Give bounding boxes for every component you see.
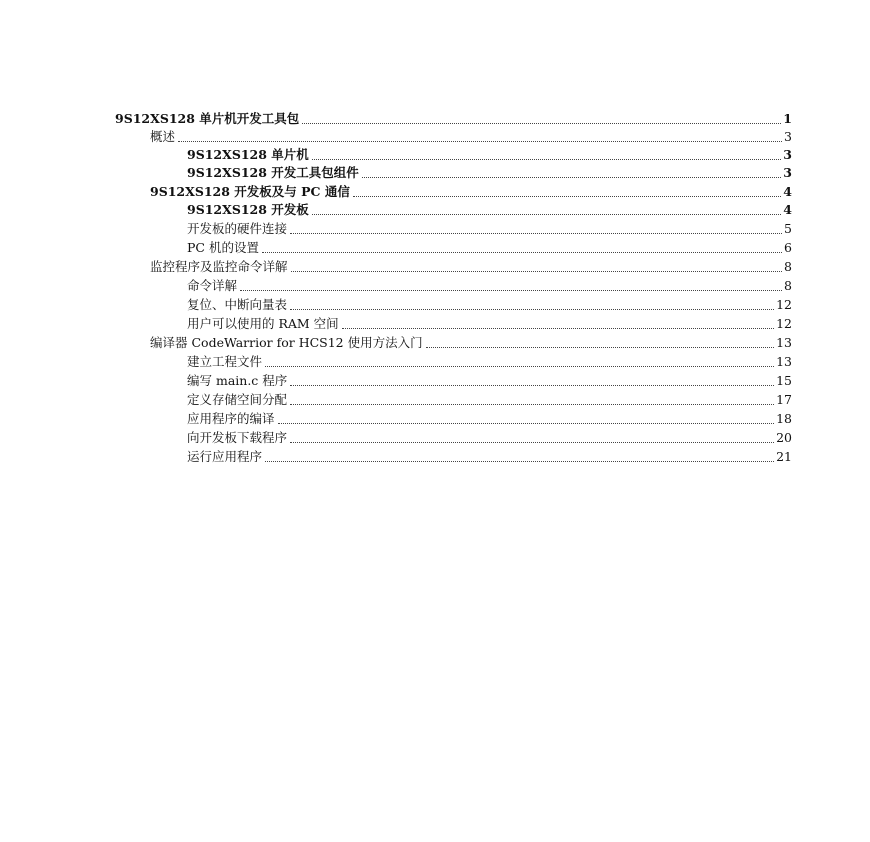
dot-leader [290,404,774,405]
toc-entry-title: 9S12XS128 单片机 [187,147,309,162]
dot-leader [178,141,782,142]
toc-entry-page: 8 [784,278,792,293]
toc-entry-page: 4 [783,184,792,199]
dot-leader [265,461,774,462]
dot-leader [362,177,782,178]
dot-leader [290,233,782,234]
toc-entry[interactable] [187,314,792,332]
toc-entry-title: 编译器 CodeWarrior for HCS12 使用方法入门 [150,335,423,350]
toc-entry-page: 21 [776,449,792,464]
toc-entry-page: 8 [784,259,792,274]
toc-entry-title: PC 机的设置 [187,240,259,255]
dot-leader [312,159,782,160]
toc-entry[interactable] [150,127,792,145]
dot-leader [265,366,774,367]
toc-entry-title: 应用程序的编译 [187,411,275,426]
toc-entry-page: 20 [776,430,792,445]
toc-entry-title: 命令详解 [187,278,238,293]
dot-leader [240,290,782,291]
toc-entry-title: 建立工程文件 [187,354,263,369]
toc-entry-title: 复位、中断向量表 [187,297,288,312]
dot-leader [312,214,782,215]
dot-leader [291,271,782,272]
toc-entry-page: 5 [784,221,792,236]
toc-entry[interactable] [187,371,792,389]
dot-leader [342,328,774,329]
toc-entry-page: 15 [776,373,792,388]
toc-entry-title: 概述 [150,129,176,144]
toc-entry-page: 3 [783,147,792,162]
toc-entry[interactable] [187,163,792,181]
toc-entry[interactable] [187,145,792,163]
toc-entry[interactable] [187,447,792,465]
toc-entry[interactable] [187,276,792,294]
toc-entry-title: 编写 main.c 程序 [187,373,288,388]
toc-entry[interactable] [115,109,792,127]
toc-entry-page: 13 [776,335,792,350]
toc-entry[interactable] [187,390,792,408]
toc-entry[interactable] [187,219,792,237]
toc-entry-title: 9S12XS128 开发工具包组件 [187,165,359,180]
toc-entry-page: 4 [783,202,792,217]
toc-entry[interactable] [150,257,792,275]
toc-entry-page: 12 [776,297,792,312]
dot-leader [353,196,781,197]
toc-entry-page: 3 [783,165,792,180]
toc-entry-page: 13 [776,354,792,369]
toc-entry-title: 9S12XS128 单片机开发工具包 [115,111,300,126]
dot-leader [278,423,775,424]
toc-entry-page: 1 [783,111,792,126]
toc-entry-title: 运行应用程序 [187,449,263,464]
toc-entry[interactable] [187,428,792,446]
toc-entry[interactable] [150,182,792,200]
dot-leader [290,385,774,386]
dot-leader [262,252,782,253]
toc-entry[interactable] [187,409,792,427]
dot-leader [290,309,774,310]
toc-entry[interactable] [187,238,792,256]
toc-entry-title: 定义存储空间分配 [187,392,288,407]
toc-entry-title: 9S12XS128 开发板 [187,202,309,217]
dot-leader [426,347,774,348]
toc-entry-page: 12 [776,316,792,331]
toc-entry-page: 18 [776,411,792,426]
toc-entry[interactable] [187,352,792,370]
toc-entry-page: 17 [776,392,792,407]
toc-entry-page: 6 [784,240,792,255]
toc-entry-page: 3 [784,129,792,144]
dot-leader [290,442,774,443]
toc-entry[interactable] [150,333,792,351]
toc-entry-title: 用户可以使用的 RAM 空间 [187,316,339,331]
toc-entry[interactable] [187,295,792,313]
toc-entry-title: 向开发板下载程序 [187,430,288,445]
toc-entry-title: 监控程序及监控命令详解 [150,259,288,274]
toc-entry-title: 开发板的硬件连接 [187,221,288,236]
toc-entry[interactable] [187,200,792,218]
toc-entry-title: 9S12XS128 开发板及与 PC 通信 [150,184,350,199]
dot-leader [302,123,781,124]
